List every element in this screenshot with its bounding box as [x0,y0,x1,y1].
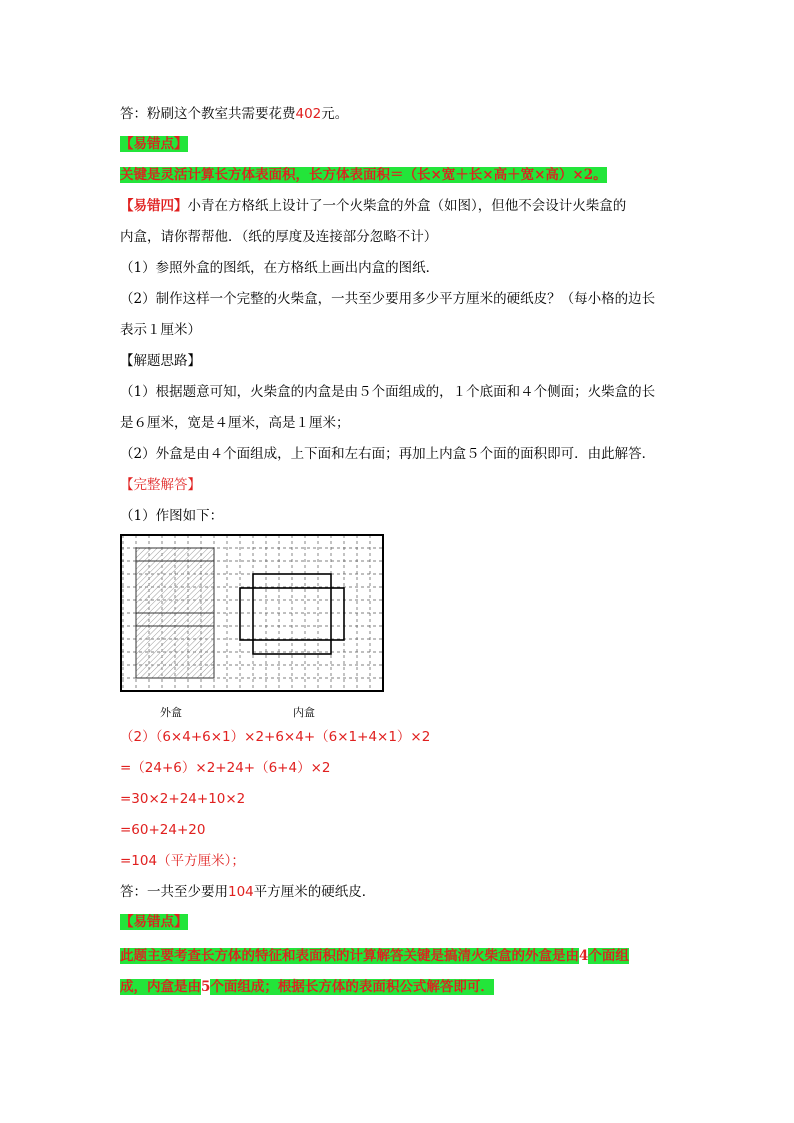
thinking-tag: 【解题思路】 [120,353,201,369]
solution-step-1: （1）作图如下： [120,508,224,524]
key-point-1: 关键是灵活计算长方体表面积，长方体表面积＝（长×宽＋长×高＋宽×高）×2。 [120,167,607,183]
error-tag-1: 【易错点】 [120,136,188,152]
error-tag-2: 【易错点】 [120,914,188,930]
answer-1 [120,104,348,124]
note-line-2: 成，内盒是由5个面组成；根据长方体的表面积公式解答即可． [120,979,494,995]
question-2a: （2）制作这样一个完整的火柴盒，一共至少要用多少平方厘米的硬纸皮？（每小格的边长 [120,291,656,307]
question-2b: 表示１厘米） [120,322,201,338]
caption-outer-box: 外盒 [160,706,182,719]
problem-line-1: 【易错四】小青在方格纸上设计了一个火柴盒的外盒（如图），但他不会设计火柴盒的 [120,198,627,214]
answer-1-value: 402 [295,106,322,122]
calc-line-1: （2）（6×4+6×1）×2+6×4+（6×1+4×1）×2 [120,729,431,745]
calc-line-3: =30×2+24+10×2 [120,791,246,807]
calc-line-4: =60+24+20 [120,822,206,838]
calc-line-5: =104（平方厘米）； [120,853,245,869]
solution-tag: 【完整解答】 [120,477,201,493]
caption-inner-box: 内盒 [293,706,315,719]
graph-paper-figure [120,534,384,692]
thinking-line-1: （1）根据题意可知，火柴盒的内盒是由５个面组成的，１个底面和４个侧面；火柴盒的长 [120,384,656,400]
problem-tag: 【易错四】 [120,198,188,214]
thinking-line-3: （2）外盒是由４个面组成，上下面和左右面；再加上内盒５个面的面积即可．由此解答． [120,446,656,462]
question-1: （1）参照外盒的图纸，在方格纸上画出内盒的图纸． [120,260,440,276]
calc-line-2: =（24+6）×2+24+（6+4）×2 [120,760,331,776]
thinking-line-2: 是６厘米，宽是４厘米，高是１厘米； [120,415,350,431]
final-answer: 答：一共至少要用104平方厘米的硬纸皮． [120,884,376,900]
answer-1-prefix: 答：粉刷这个教室共需要花费 [120,106,296,122]
answer-1-suffix: 元。 [321,106,349,122]
problem-line-2: 内盒，请你帮帮他．（纸的厚度及连接部分忽略不计） [120,229,438,245]
note-line-1: 此题主要考查长方体的特征和表面积的计算解答关键是搞清火柴盒的外盒是由4个面组 [120,948,629,964]
